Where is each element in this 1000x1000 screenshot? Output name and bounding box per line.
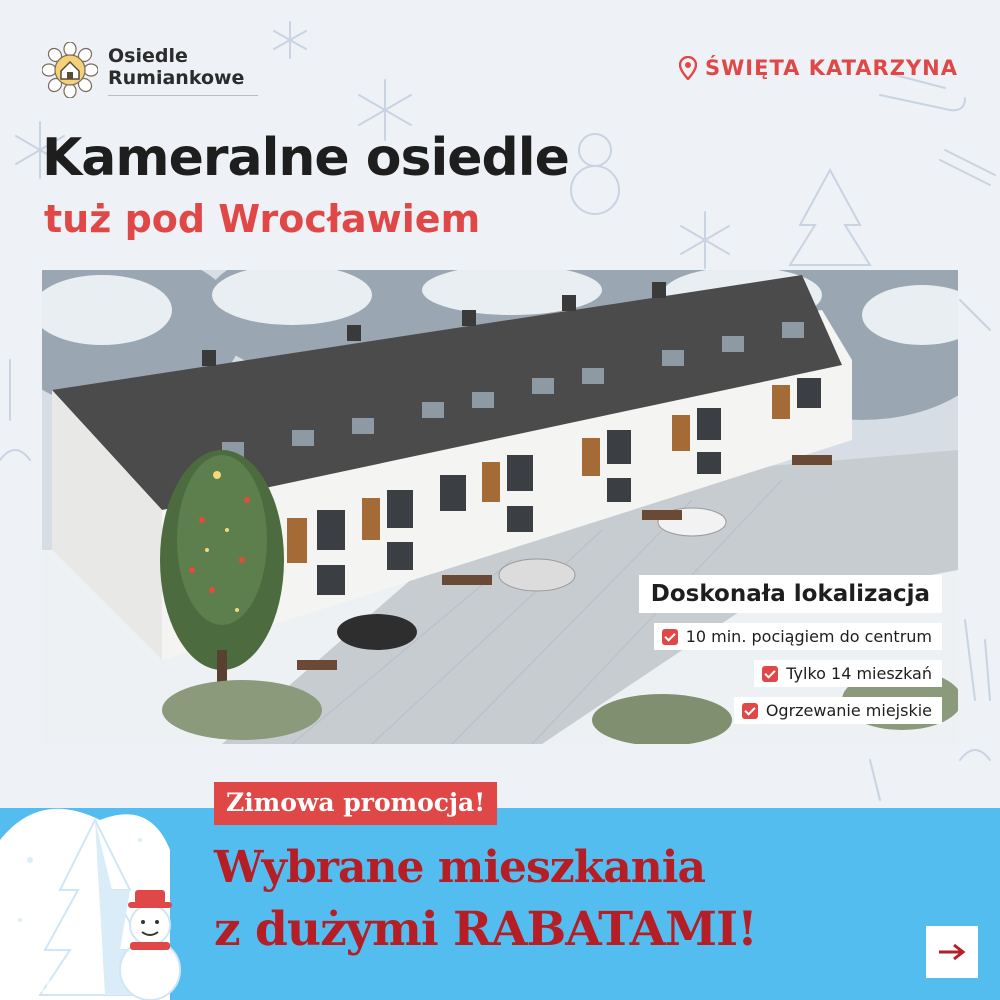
checkbox-icon (662, 629, 678, 645)
watermark: otodo (8, 970, 87, 998)
feature-item (654, 623, 942, 650)
daisy-house-icon (42, 42, 98, 98)
feature-text: Ogrzewanie miejskie (765, 701, 932, 720)
logo-divider (108, 95, 258, 96)
feature-text: Tylko 14 mieszkań (786, 664, 932, 683)
building-render-image (42, 270, 958, 744)
map-pin-icon (679, 56, 697, 80)
logo-line-2: Rumiankowe (108, 66, 245, 89)
feature-text: 10 min. pociągiem do centrum (685, 627, 932, 646)
snowy-tree-snowman-illustration (0, 780, 230, 1000)
arrow-right-icon (937, 942, 967, 962)
next-button[interactable] (926, 926, 978, 978)
promo-headline-line-1: Wybrane mieszkania (214, 842, 706, 893)
location-features-panel (639, 575, 942, 724)
promo-tag: Zimowa promocja! (214, 782, 497, 825)
location-text: ŚWIĘTA KATARZYNA (705, 56, 958, 80)
page-subtitle: tuż pod Wrocławiem (44, 197, 481, 241)
feature-item (754, 660, 942, 687)
location-label[interactable] (679, 56, 958, 80)
brand-logo[interactable] (42, 42, 258, 98)
features-title: Doskonała lokalizacja (639, 575, 942, 613)
checkbox-icon (762, 666, 778, 682)
feature-item (734, 697, 942, 724)
checkbox-icon (742, 703, 758, 719)
page-title: Kameralne osiedle (42, 128, 569, 188)
promo-headline-line-2: z dużymi RABATAMI! (214, 902, 757, 957)
logo-line-1: Osiedle (108, 44, 188, 67)
